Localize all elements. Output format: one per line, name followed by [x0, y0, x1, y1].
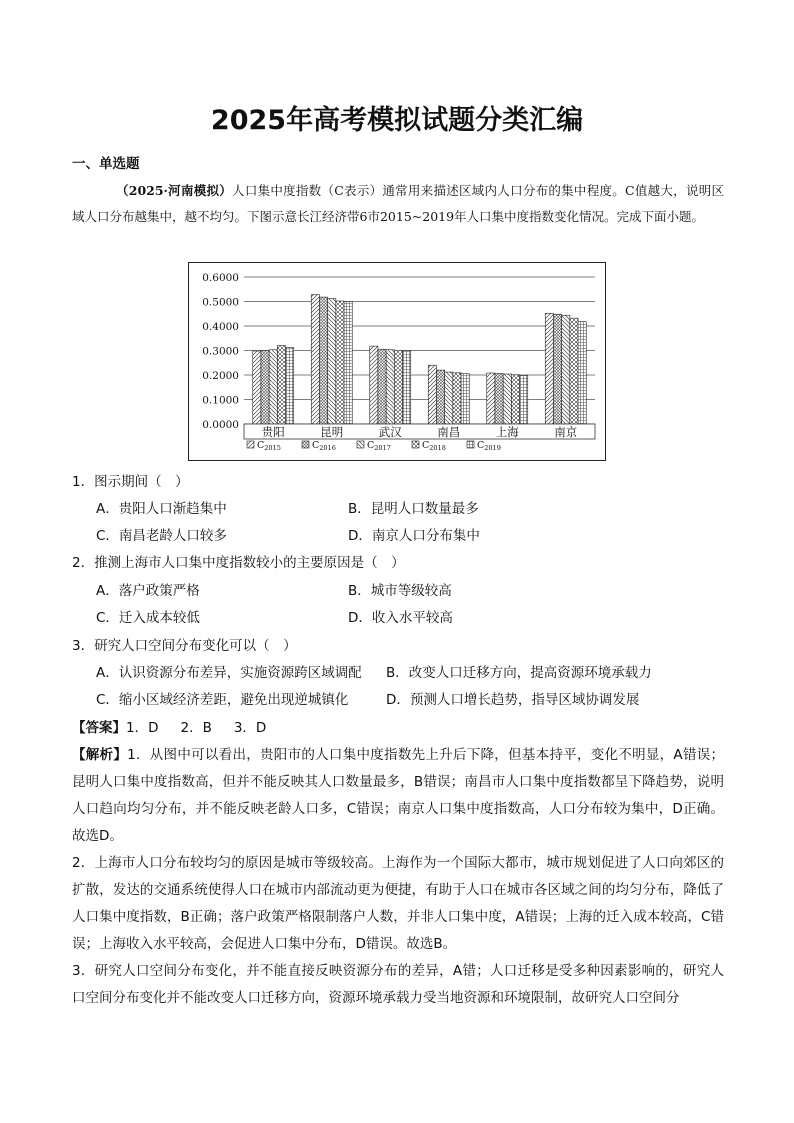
legend-label-base: C [367, 440, 375, 451]
question-source: （2025·河南模拟） [116, 183, 233, 198]
analysis-label: 【解析】 [72, 747, 128, 763]
bar-C2016 [378, 349, 386, 424]
legend-label-base: C [257, 440, 265, 451]
bar-C2016 [261, 351, 269, 425]
legend-swatch [467, 441, 474, 448]
legend-label-sub: 2018 [429, 444, 446, 452]
question-intro [72, 178, 724, 230]
question-1-option-d[interactable]: D．南京人口分布集中 [348, 528, 480, 544]
x-tick-label: 昆明 [320, 425, 344, 439]
question-1-option-c[interactable]: C．南昌老龄人口较多 [96, 528, 227, 544]
analysis-text-1: 1．从图中可以看出，贵阳市的人口集中度指数先上升后下降，但基本持平，变化不明显，A错误；昆明人口集中度指数高，但并不能反映其人口数量最多，B错误；南昌市人口集中度指数都呈下降趋势，说明人口趋向均匀分布，并不能反映老龄人口多，C错误；南京人口集中度指数高，人口分布较为集中，D正确。故选D。 [72, 747, 724, 844]
legend-label-sub: 2017 [374, 444, 391, 452]
y-tick-label: 0.2000 [202, 370, 239, 382]
answer-item: 1．D [126, 720, 159, 736]
x-tick-label: 上海 [495, 425, 519, 439]
chart-canvas [189, 263, 605, 460]
legend-swatch [357, 441, 364, 448]
question-1-option-a[interactable]: A．贵阳人口渐趋集中 [96, 501, 227, 517]
answer-line [72, 716, 266, 736]
answer-item: 2．B [180, 720, 212, 736]
question-3-option-b[interactable]: B．改变人口迁移方向，提高资源环境承载力 [386, 665, 652, 681]
legend-label-base: C [422, 440, 430, 451]
y-tick-label: 0.1000 [202, 394, 239, 407]
legend-swatch [412, 441, 419, 448]
bar-C2017 [503, 374, 511, 424]
bar-C2015 [253, 351, 261, 424]
population-concentration-chart [188, 262, 606, 461]
legend-label-sub: 2019 [484, 444, 501, 452]
bar-C2019 [344, 302, 352, 425]
bar-C2019 [461, 374, 469, 424]
answer-label: 【答案】 [72, 720, 126, 736]
legend-label-sub: 2016 [319, 444, 336, 452]
bar-C2017 [269, 350, 277, 424]
x-tick-label: 贵阳 [261, 425, 285, 439]
legend-label [477, 440, 501, 452]
legend-label [257, 440, 281, 452]
legend-swatch [247, 441, 254, 448]
bar-C2015 [487, 373, 495, 424]
analysis-paragraph-1 [72, 742, 724, 850]
section-heading: 一、单选题 [72, 156, 140, 172]
bar-C2015 [311, 295, 319, 424]
answer-item: 3．D [233, 720, 267, 736]
question-2-option-a[interactable]: A．落户政策严格 [96, 583, 200, 599]
question-3-stem: 3．研究人口空间分布变化可以（ ） [72, 638, 297, 654]
bar-C2017 [562, 315, 570, 424]
legend-label [422, 440, 446, 452]
legend-label-sub: 2015 [264, 444, 281, 452]
question-2-option-b[interactable]: B．城市等级较高 [348, 583, 452, 599]
bar-C2018 [336, 301, 344, 424]
question-3-option-a[interactable]: A．认识资源分布差异，实施资源跨区域调配 [96, 665, 362, 681]
bar-C2018 [453, 373, 461, 424]
bar-C2019 [286, 348, 294, 424]
y-tick-label: 0.3000 [202, 345, 239, 358]
analysis-paragraph-2: 2．上海市人口分布较均匀的原因是城市等级较高。上海作为一个国际大都市，城市规划促进了人口向郊区的扩散，发达的交通系统使得人口在城市内部流动更为便捷，有助于人口在城市各区域之间的均匀分布，降低了人口集中度指数，B正确；落户政策严格限制落户人数，并非人口集中度，A错误；上海的迁入成本较高，C错误；上海收入水平较高，会促进人口集中分布，D错误。故选B。 [72, 855, 724, 952]
question-3-option-c[interactable]: C．缩小区域经济差距，避免出现逆城镇化 [96, 692, 349, 708]
question-2-option-d[interactable]: D．收入水平较高 [348, 610, 453, 626]
bar-C2017 [445, 372, 453, 424]
bar-C2017 [328, 299, 336, 424]
question-2-option-c[interactable]: C．迁入成本较低 [96, 610, 200, 626]
y-tick-label: 0.0000 [202, 419, 239, 431]
x-tick-label: 南京 [554, 425, 578, 439]
legend-label [312, 440, 336, 452]
y-tick-label: 0.4000 [202, 321, 239, 333]
bar-C2015 [545, 313, 553, 424]
page-title: 2025年高考模拟试题分类汇编 [210, 105, 584, 136]
legend-label-base: C [312, 440, 320, 451]
question-3-option-d[interactable]: D．预测人口增长趋势，指导区域协调发展 [386, 692, 640, 708]
y-tick-label: 0.6000 [202, 272, 239, 284]
x-tick-label: 南昌 [437, 425, 461, 439]
x-tick-label: 武汉 [378, 425, 402, 439]
bar-C2016 [495, 374, 503, 424]
analysis-paragraph-3: 3．研究人口空间分布变化，并不能直接反映资源分布的差异，A错；人口迁移是受多种因素影响的，研究人口空间分布变化并不能改变人口迁移方向，资源环境承载力受当地资源和环境限制，故研究人口空间分 [72, 963, 724, 1006]
bar-C2016 [553, 314, 561, 424]
bar-C2017 [386, 350, 394, 424]
question-intro-text: 人口集中度指数（C表示）通常用来描述区域内人口分布的集中程度。C值越大，说明区域人口分布越集中，越不均匀。下图示意长江经济带6市2015~2019年人口集中度指数变化情况。完成下面小题。 [72, 183, 724, 224]
legend-swatch [302, 441, 309, 448]
legend-label-base: C [477, 440, 485, 451]
bar-C2015 [370, 346, 378, 424]
question-1-option-b[interactable]: B．昆明人口数量最多 [348, 501, 479, 517]
y-tick-label: 0.5000 [202, 296, 239, 309]
x-axis-box [244, 424, 595, 439]
bar-C2018 [570, 318, 578, 424]
bar-C2018 [394, 350, 402, 424]
bar-C2018 [511, 375, 519, 424]
bar-C2019 [403, 351, 411, 425]
bar-C2019 [578, 322, 586, 424]
legend-label [367, 440, 391, 452]
bar-C2018 [277, 346, 285, 424]
question-1-stem: 1．图示期间（ ） [72, 474, 189, 490]
question-2-stem: 2．推测上海市人口集中度指数较小的主要原因是（ ） [72, 555, 405, 571]
bar-C2016 [319, 297, 327, 424]
bar-C2016 [436, 370, 444, 424]
bar-C2019 [520, 375, 528, 424]
bar-C2015 [428, 365, 436, 424]
